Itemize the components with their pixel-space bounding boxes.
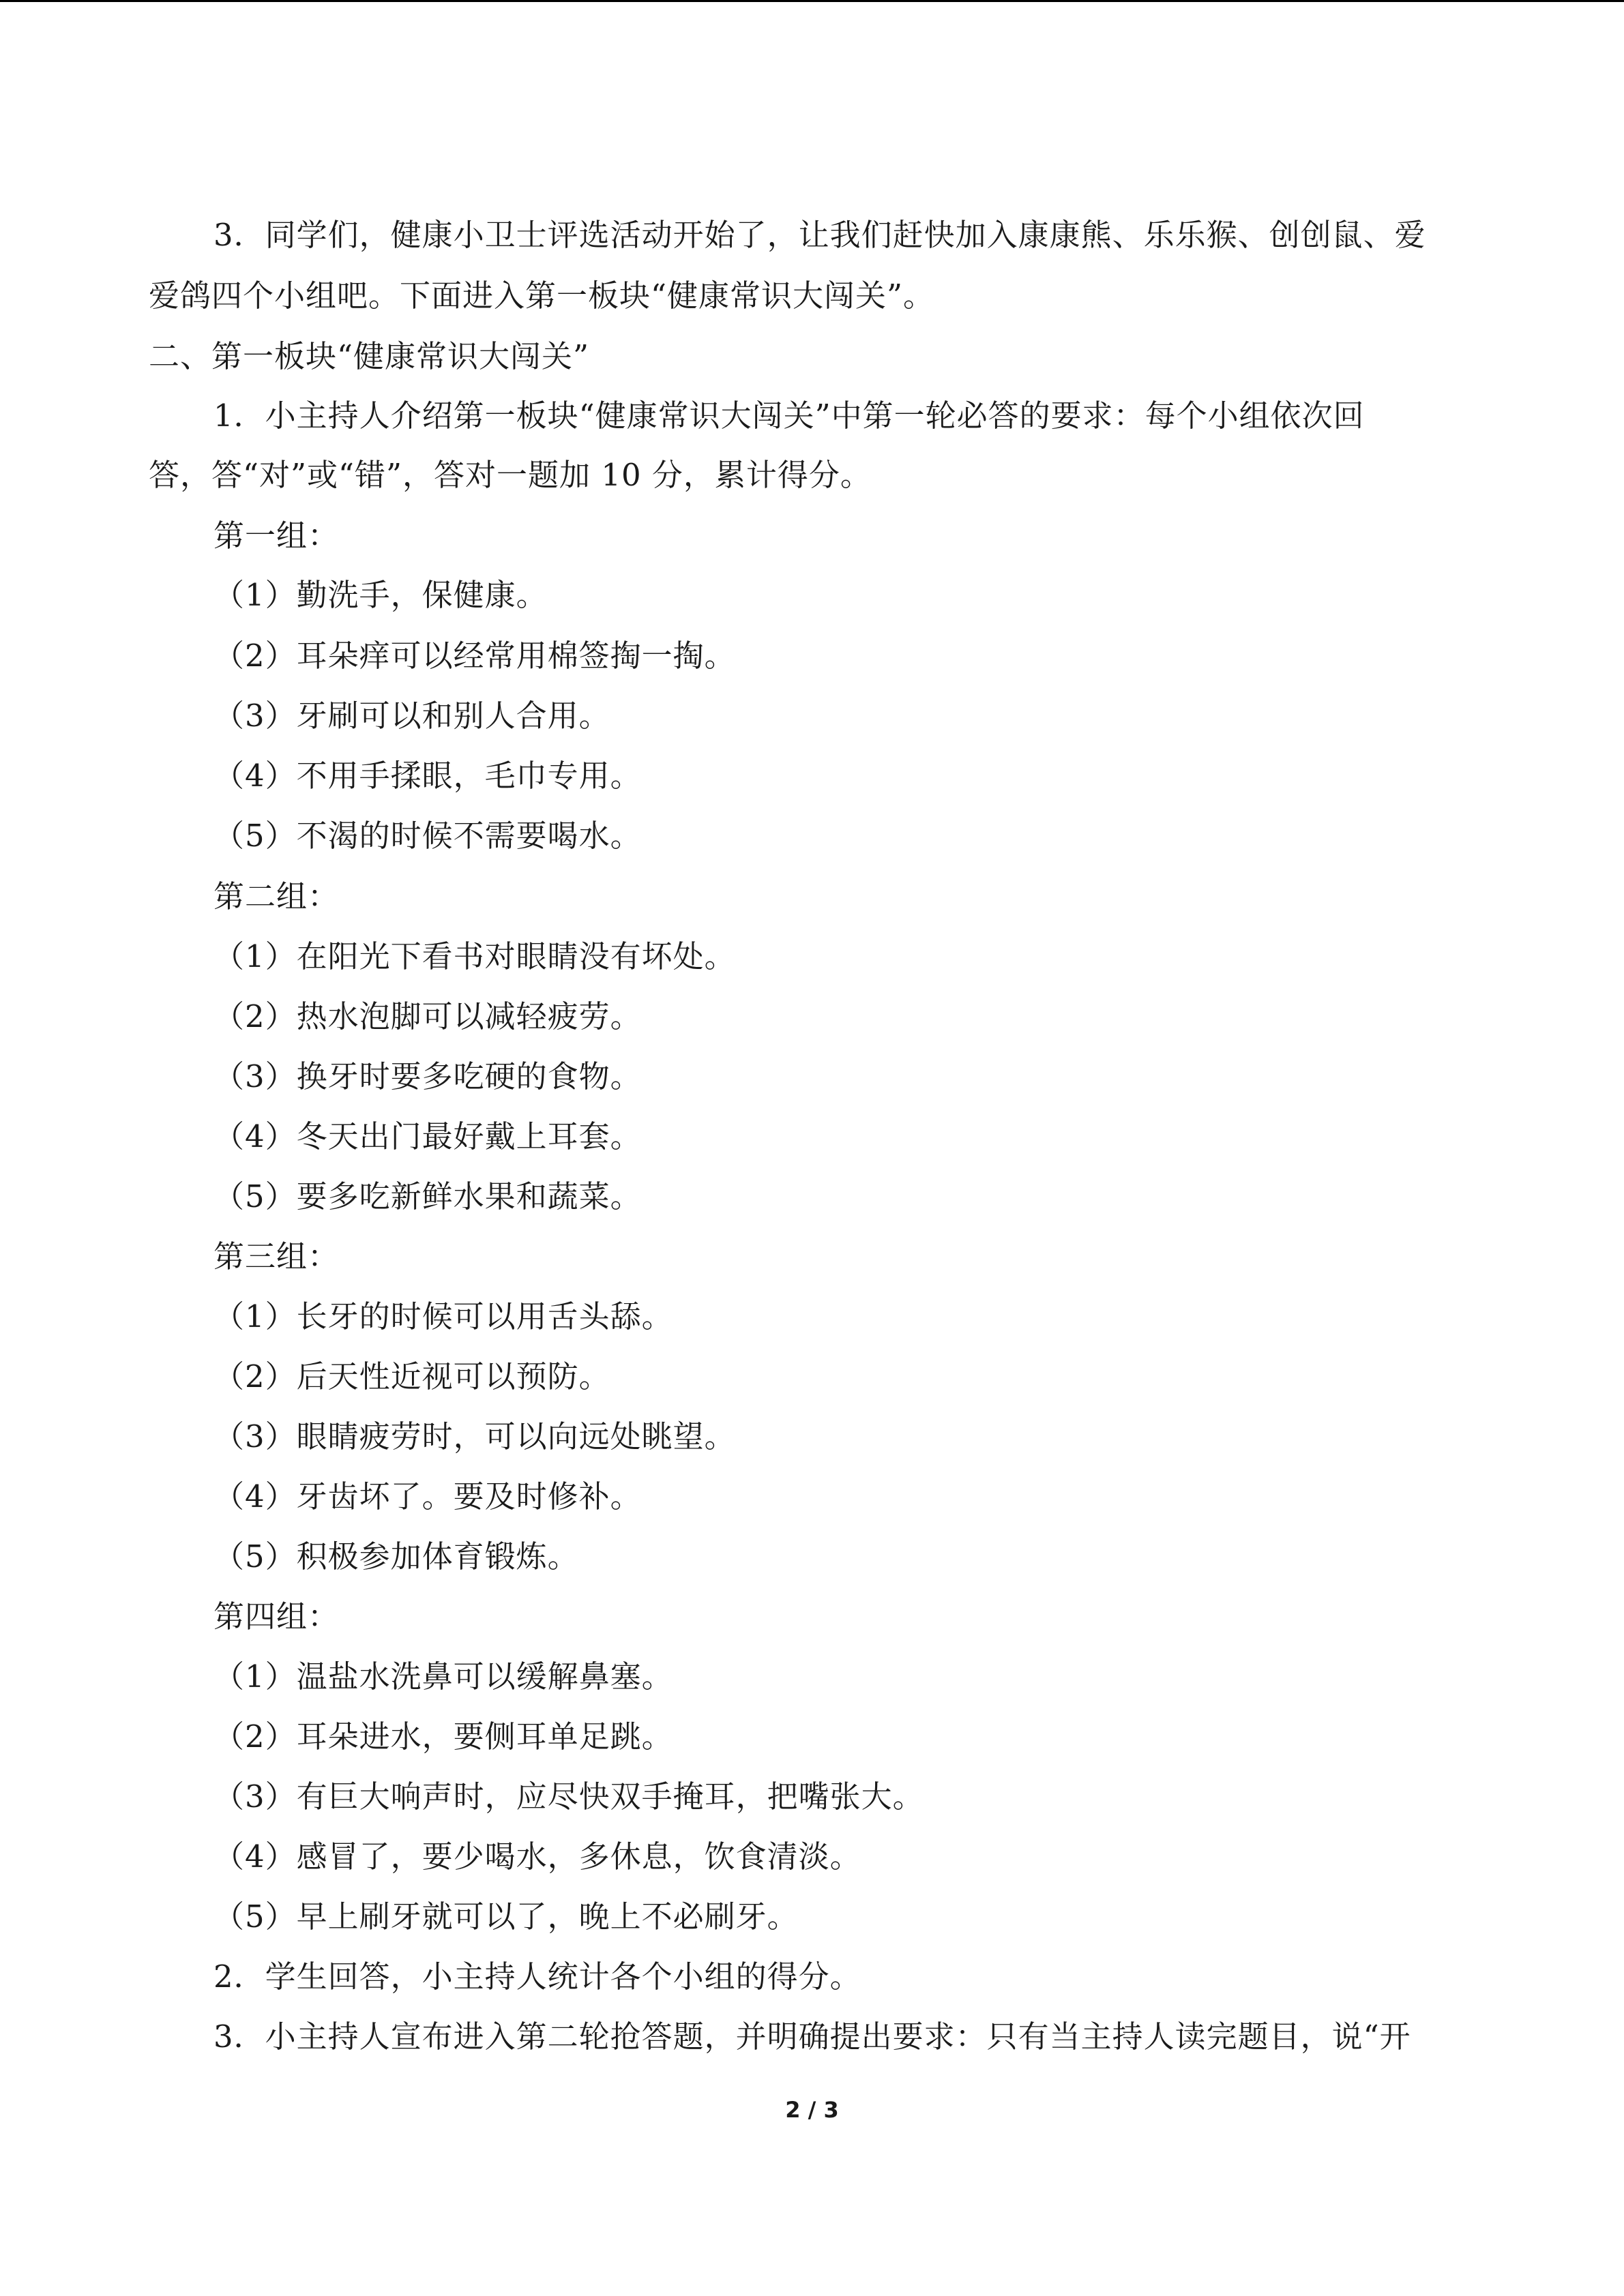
section-heading: 二、第一板块“健康常识大闯关”: [149, 338, 590, 374]
paragraph-3-second-round: 3．小主持人宣布进入第二轮抢答题，并明确提出要求：只有当主持人读完题目，说“开: [213, 2018, 1411, 2055]
page-number: 2 / 3: [785, 2097, 839, 2123]
list-item: （3）眼睛疲劳时，可以向远处眺望。: [213, 1418, 736, 1455]
list-item: （2）后天性近视可以预防。: [213, 1358, 610, 1395]
list-item: （2）热水泡脚可以减轻疲劳。: [213, 998, 642, 1034]
list-item: （4）不用手揉眼，毛巾专用。: [213, 758, 642, 794]
list-item: （1）在阳光下看书对眼睛没有坏处。: [213, 938, 736, 974]
list-item: （3）有巨大响声时，应尽快双手掩耳，把嘴张大。: [213, 1778, 924, 1815]
list-item: （1）长牙的时候可以用舌头舔。: [213, 1298, 673, 1335]
list-item: （2）耳朵痒可以经常用棉签掏一掏。: [213, 638, 736, 674]
list-item: （1）温盐水洗鼻可以缓解鼻塞。: [213, 1658, 673, 1695]
group-2-heading: 第二组：: [213, 878, 340, 914]
paragraph-1-line-2: 答，答“对”或“错”，答对一题加 10 分，累计得分。: [149, 457, 872, 493]
paragraph-2: 2．学生回答，小主持人统计各个小组的得分。: [213, 1958, 861, 1995]
group-1-heading: 第一组：: [213, 518, 340, 554]
list-item: （4）牙齿坏了。要及时修补。: [213, 1478, 642, 1515]
list-item: （3）牙刷可以和别人合用。: [213, 698, 610, 734]
list-item: （5）不渴的时候不需要喝水。: [213, 818, 642, 854]
list-item: （5）要多吃新鲜水果和蔬菜。: [213, 1178, 642, 1214]
paragraph-1-line-1: 1．小主持人介绍第一板块“健康常识大闯关”中第一轮必答的要求：每个小组依次回: [213, 398, 1365, 434]
group-4-heading: 第四组：: [213, 1598, 340, 1635]
paragraph-3-line-1: 3．同学们，健康小卫士评选活动开始了，让我们赶快加入康康熊、乐乐猴、创创鼠、爱: [213, 217, 1426, 253]
list-item: （5）早上刷牙就可以了，晚上不必刷牙。: [213, 1898, 799, 1935]
list-item: （3）换牙时要多吃硬的食物。: [213, 1058, 642, 1094]
group-3-heading: 第三组：: [213, 1238, 340, 1274]
list-item: （1）勤洗手，保健康。: [213, 577, 548, 613]
list-item: （4）冬天出门最好戴上耳套。: [213, 1118, 642, 1154]
list-item: （5）积极参加体育锻炼。: [213, 1538, 579, 1575]
list-item: （2）耳朵进水，要侧耳单足跳。: [213, 1718, 673, 1755]
list-item: （4）感冒了，要少喝水，多休息，饮食清淡。: [213, 1838, 861, 1875]
paragraph-3-line-2: 爱鸽四个小组吧。下面进入第一板块“健康常识大闯关”。: [149, 278, 935, 314]
